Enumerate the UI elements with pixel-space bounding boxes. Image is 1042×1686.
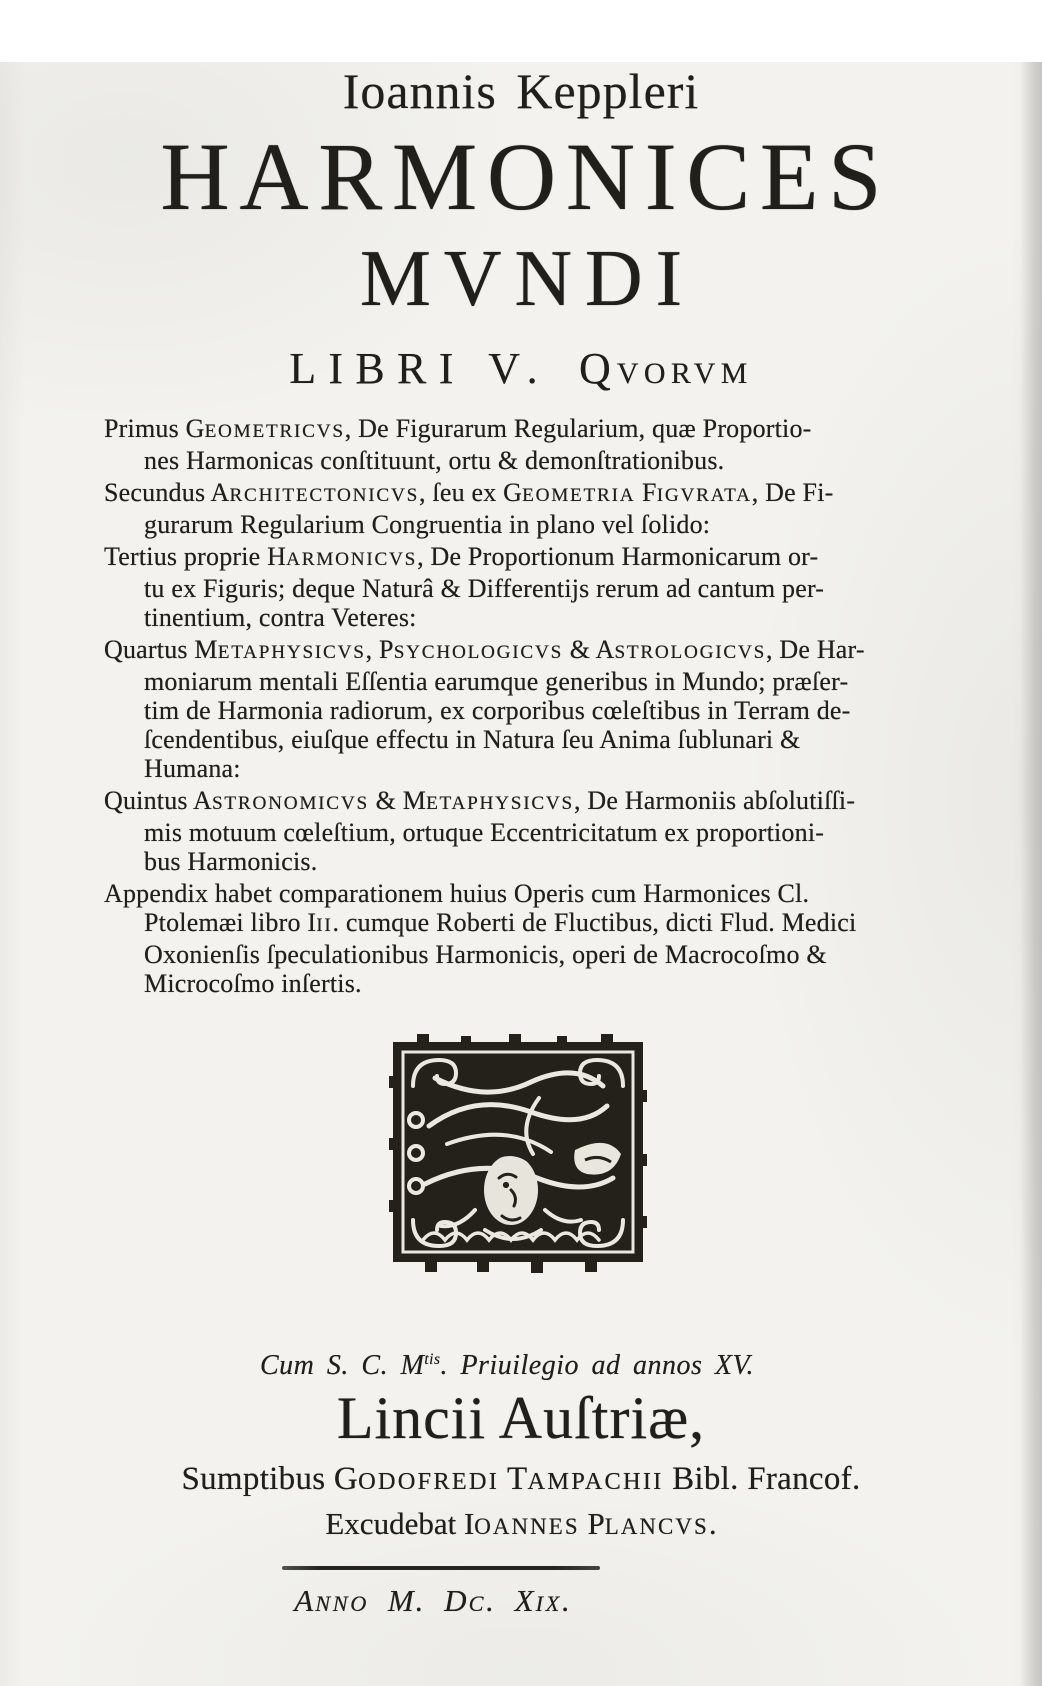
- scan-edge-shadow: [1020, 62, 1042, 1686]
- libri-heading-libri: LIBRI V.: [289, 344, 550, 393]
- privilege-line: [0, 1343, 1028, 1383]
- book-line: Humana:: [144, 754, 241, 783]
- book-line: ſcendentibus, eiuſque effectu in Natura ſeu Anima ſublunari &: [144, 725, 801, 754]
- book-line: Quintus ASTRONOMICVS & METAPHYSICVS, De Harmoniis abſolutiſſi-: [104, 786, 856, 815]
- privilege-superscript: tis: [424, 1351, 441, 1368]
- libri-heading: [0, 344, 1042, 399]
- book-entry: [104, 786, 938, 876]
- book-line: Secundus ARCHITECTONICVS, ſeu ex GEOMETRIA FIGVRATA, De Fi-: [104, 478, 834, 507]
- book-line: nes Harmonicas conſtituunt, ortu & demonſtrationibus.: [144, 446, 725, 475]
- book-entry: [104, 478, 938, 539]
- book-line: tinentium, contra Veteres:: [144, 603, 417, 632]
- book-line: Oxonienſis ſpeculationibus Harmonicis, operi de Macrocoſmo &: [144, 940, 827, 969]
- book-line: Ptolemæi libro III. cumque Roberti de Fluctibus, dicti Flud. Medici: [144, 908, 857, 937]
- book-entry: [104, 414, 938, 475]
- book-title-sub: MVNDI: [359, 235, 695, 323]
- book-title-main: HARMONICES: [160, 123, 892, 230]
- book-line: Primus GEOMETRICVS, De Figurarum Regularium, quæ Proportio-: [104, 414, 812, 443]
- book-line: gurarum Regularium Congruentia in plano vel ſolido:: [144, 510, 711, 539]
- book-line: Quartus METAPHYSICVS, PSYCHOLOGICVS & ASTROLOGICVS, De Har-: [104, 635, 865, 664]
- libri-heading-quorum: QVORVM: [578, 344, 753, 393]
- book-line: moniarum mentali Eſſentia earumque generibus in Mundo; præſer-: [144, 667, 849, 696]
- book-line: bus Harmonicis.: [144, 847, 318, 876]
- printer-woodcut-ornament-icon: [389, 1034, 647, 1274]
- imprint-publisher: Sumptibus GODOFREDI TAMPACHII Bibl. Francof.: [181, 1461, 861, 1497]
- title-page: [0, 62, 1042, 1686]
- imprint-anno: ANNO M. DC. XIX.: [294, 1583, 572, 1618]
- privilege-prefix: Cum S. C. M: [260, 1350, 425, 1381]
- book-line: Tertius proprie HARMONICVS, De Proportionum Harmonicarum or-: [104, 542, 819, 571]
- imprint-printer: Excudebat IOANNES PLANCVS.: [325, 1506, 717, 1541]
- horizontal-rule: [282, 1566, 600, 1570]
- imprint-place: Lincii Auſtriæ,: [336, 1385, 706, 1451]
- book-entry: [104, 635, 938, 783]
- book-entry: [104, 542, 938, 632]
- privilege-suffix: . Priuilegio ad annos XV.: [440, 1350, 754, 1381]
- book-line: Microcoſmo inſertis.: [144, 969, 362, 998]
- book-entry: [104, 879, 938, 998]
- author-line: Ioannis Keppleri: [342, 63, 700, 119]
- book-line: tu ex Figuris; deque Naturâ & Differentijs rerum ad cantum per-: [144, 574, 825, 603]
- book-line: mis motuum cœleſtium, ortuque Eccentricitatum ex proportioni-: [144, 818, 825, 847]
- book-list: [104, 414, 938, 998]
- book-line: tim de Harmonia radiorum, ex corporibus cœleſtibus in Terram de-: [144, 696, 851, 725]
- ornament-wrap: [389, 1034, 647, 1279]
- book-line: Appendix habet comparationem huius Operis cum Harmonices Cl.: [104, 879, 810, 908]
